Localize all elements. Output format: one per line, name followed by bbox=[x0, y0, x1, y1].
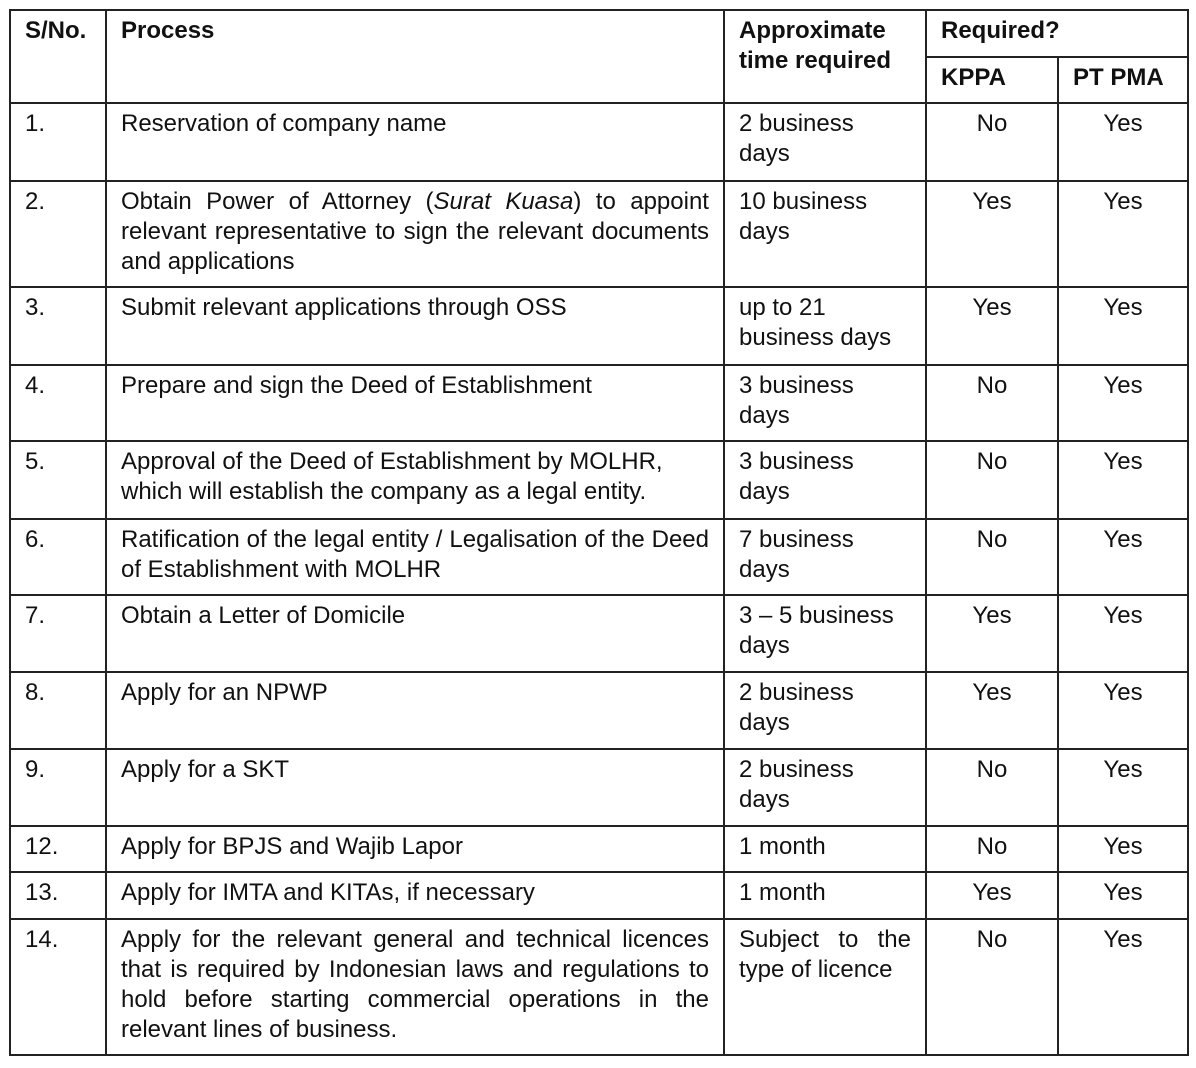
row-process: Reservation of company name bbox=[106, 103, 724, 181]
row-time: 1 month bbox=[724, 872, 926, 919]
row-time: 2 business days bbox=[724, 749, 926, 826]
row-kppa: No bbox=[926, 103, 1058, 181]
row-kppa: Yes bbox=[926, 595, 1058, 672]
row-process: Apply for the relevant general and technical licences that is required by Indonesian laws and regulations to hold before starting commercial operations in the relevant lines of business. bbox=[106, 919, 724, 1055]
row-kppa: No bbox=[926, 919, 1058, 1055]
table-row bbox=[10, 441, 1188, 519]
row-ptpma: Yes bbox=[1058, 872, 1188, 919]
row-number: 12. bbox=[10, 826, 106, 872]
row-kppa: Yes bbox=[926, 181, 1058, 287]
row-ptpma: Yes bbox=[1058, 103, 1188, 181]
row-number: 7. bbox=[10, 595, 106, 672]
table-row bbox=[10, 519, 1188, 595]
row-time: up to 21 business days bbox=[724, 287, 926, 365]
row-number: 5. bbox=[10, 441, 106, 519]
row-kppa: Yes bbox=[926, 672, 1058, 749]
row-process: Ratification of the legal entity / Legalisation of the Deed of Establishment with MOLHR bbox=[106, 519, 724, 595]
header-process: Process bbox=[106, 10, 724, 103]
row-kppa: No bbox=[926, 749, 1058, 826]
row-number: 8. bbox=[10, 672, 106, 749]
header-required: Required? bbox=[926, 10, 1188, 57]
row-kppa: No bbox=[926, 826, 1058, 872]
row-kppa: No bbox=[926, 365, 1058, 441]
row-number: 2. bbox=[10, 181, 106, 287]
row-time: 1 month bbox=[724, 826, 926, 872]
row-process: Obtain a Letter of Domicile bbox=[106, 595, 724, 672]
row-kppa: Yes bbox=[926, 287, 1058, 365]
header-sno: S/No. bbox=[10, 10, 106, 103]
row-ptpma: Yes bbox=[1058, 919, 1188, 1055]
row-ptpma: Yes bbox=[1058, 441, 1188, 519]
row-kppa: No bbox=[926, 519, 1058, 595]
row-number: 6. bbox=[10, 519, 106, 595]
process-text-post: ) to appoint relevant representative to sign the relevant documents and applications bbox=[121, 188, 709, 275]
row-ptpma: Yes bbox=[1058, 181, 1188, 287]
table-row bbox=[10, 872, 1188, 919]
table-row bbox=[10, 181, 1188, 287]
row-time: 2 business days bbox=[724, 103, 926, 181]
table-row bbox=[10, 103, 1188, 181]
row-kppa: Yes bbox=[926, 872, 1058, 919]
row-process: Submit relevant applications through OSS bbox=[106, 287, 724, 365]
row-time: Subject to the type of licence bbox=[724, 919, 926, 1055]
row-number: 4. bbox=[10, 365, 106, 441]
row-ptpma: Yes bbox=[1058, 595, 1188, 672]
header-kppa: KPPA bbox=[926, 57, 1058, 103]
process-table bbox=[9, 9, 1189, 1056]
table-row bbox=[10, 365, 1188, 441]
row-time: 3 business days bbox=[724, 365, 926, 441]
row-ptpma: Yes bbox=[1058, 672, 1188, 749]
row-number: 3. bbox=[10, 287, 106, 365]
row-process: Apply for IMTA and KITAs, if necessary bbox=[106, 872, 724, 919]
row-process: Apply for BPJS and Wajib Lapor bbox=[106, 826, 724, 872]
row-ptpma: Yes bbox=[1058, 519, 1188, 595]
process-text-pre: Obtain Power of Attorney ( bbox=[121, 188, 434, 215]
header-time: Approximate time required bbox=[724, 10, 926, 103]
table-row bbox=[10, 919, 1188, 1055]
row-time: 3 business days bbox=[724, 441, 926, 519]
row-number: 1. bbox=[10, 103, 106, 181]
row-process: Prepare and sign the Deed of Establishment bbox=[106, 365, 724, 441]
table-row bbox=[10, 287, 1188, 365]
row-process: Apply for a SKT bbox=[106, 749, 724, 826]
process-text-italic: Surat Kuasa bbox=[433, 188, 574, 215]
row-number: 14. bbox=[10, 919, 106, 1055]
table-row bbox=[10, 672, 1188, 749]
row-process: Approval of the Deed of Establishment by MOLHR, which will establish the company as a legal entity. bbox=[106, 441, 724, 519]
table-row bbox=[10, 749, 1188, 826]
row-ptpma: Yes bbox=[1058, 287, 1188, 365]
row-time: 7 business days bbox=[724, 519, 926, 595]
row-number: 13. bbox=[10, 872, 106, 919]
row-time: 3 – 5 business days bbox=[724, 595, 926, 672]
row-ptpma: Yes bbox=[1058, 365, 1188, 441]
table-row bbox=[10, 595, 1188, 672]
row-number: 9. bbox=[10, 749, 106, 826]
row-kppa: No bbox=[926, 441, 1058, 519]
row-time: 10 business days bbox=[724, 181, 926, 287]
row-time: 2 business days bbox=[724, 672, 926, 749]
row-ptpma: Yes bbox=[1058, 749, 1188, 826]
row-process: Apply for an NPWP bbox=[106, 672, 724, 749]
row-ptpma: Yes bbox=[1058, 826, 1188, 872]
table-row bbox=[10, 826, 1188, 872]
header-ptpma: PT PMA bbox=[1058, 57, 1188, 103]
row-process bbox=[106, 181, 724, 287]
